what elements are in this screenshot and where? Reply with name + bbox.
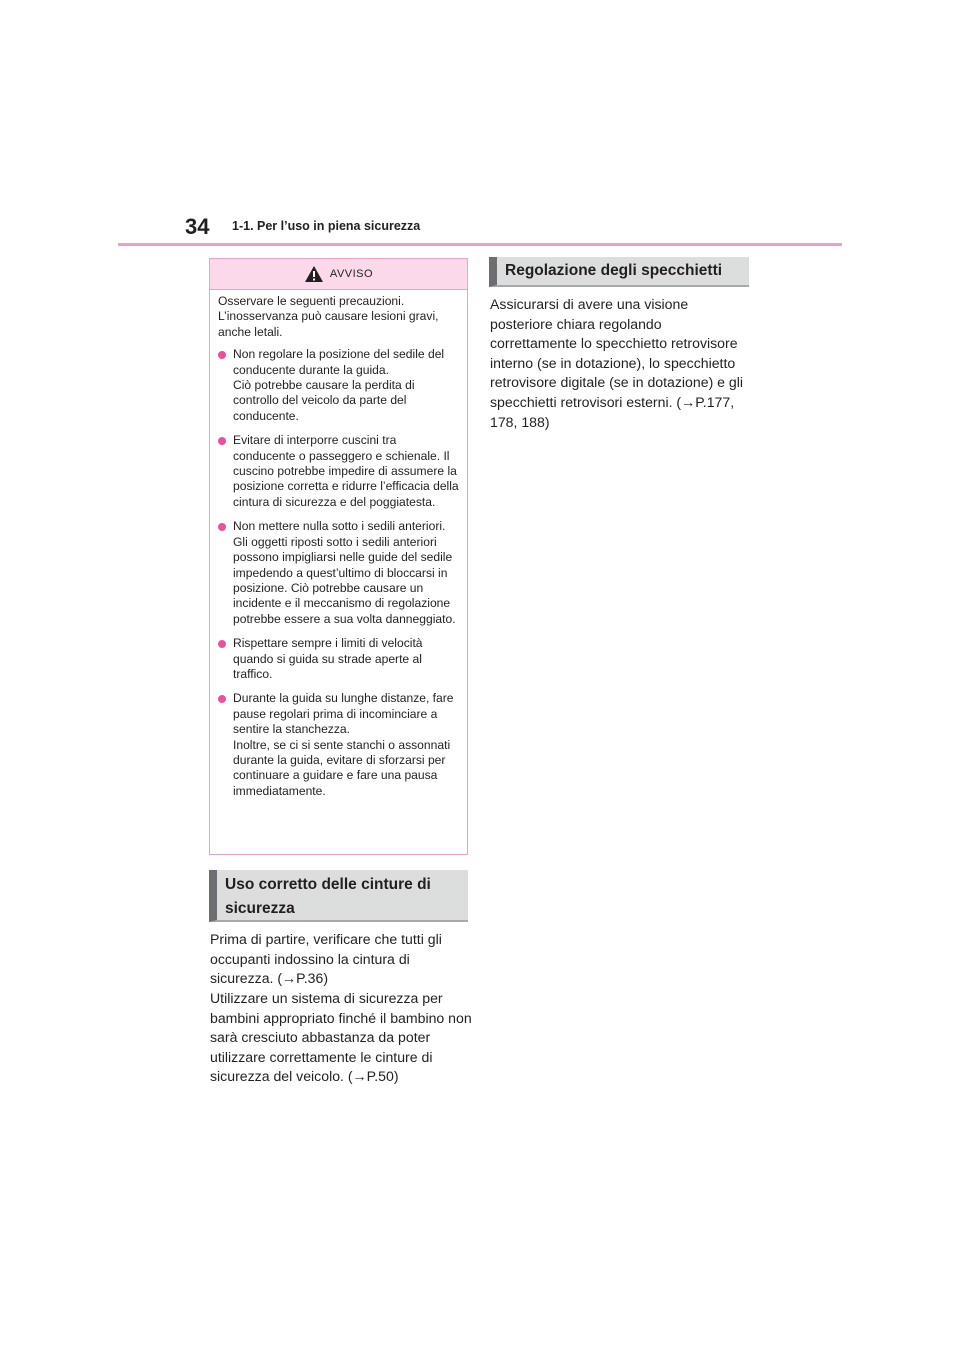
bullet-icon: [218, 695, 226, 703]
warning-item: [218, 433, 459, 510]
warning-box: [209, 258, 468, 855]
warning-item: [218, 347, 459, 424]
warning-item-main: Evitare di interporre cuscini tra conducente o passeggero e schienale. Il cuscino potrebbe impedire di assumere la posizione corretta e ridurre l’efficacia della cintura di sicurezza e del poggiatesta.: [233, 433, 459, 509]
warning-item-main: Rispettare sempre i limiti di velocità quando si guida su strade aperte al traffico.: [233, 636, 423, 681]
warning-item: [218, 691, 459, 799]
mirrors-paragraph: Assicurarsi di avere una visione posteriore chiara regolando correttamente lo specchietto retrovisore interno (se in dotazione), lo specchietto retrovisore digitale (se in dotazione) e gli specchietti retrovisori esterni. (→P.177, 178, 188): [490, 296, 744, 430]
warning-header: [210, 259, 467, 290]
warning-triangle-icon: [304, 265, 324, 283]
seatbelt-paragraph: Prima di partire, verificare che tutti gli occupanti indossino la cintura di sicurezza. (→P.36): [210, 931, 442, 987]
warning-item-main: Durante la guida su lunghe distanze, fare pause regolari prima di incominciare a sentire la stanchezza.: [233, 691, 454, 737]
warning-item: [218, 636, 459, 682]
warning-item-text: [233, 519, 459, 627]
seatbelt-heading: Uso corretto delle cinture di sicurezza: [209, 870, 468, 922]
warning-item-text: [233, 691, 459, 799]
warning-item-main: Non regolare la posizione del sedile del conducente durante la guida.: [233, 347, 445, 377]
header-rule: [118, 243, 842, 246]
warning-item-extra: Inoltre, se ci si sente stanchi o assonnati durante la guida, evitare di sforzarsi per continuare a guidare e fare una pausa immediatamente.: [233, 737, 451, 798]
warning-item: [218, 519, 459, 627]
page-number: 34: [185, 214, 210, 239]
section-title: 1-1. Per l’uso in piena sicurezza: [232, 219, 421, 233]
warning-body: [210, 290, 467, 799]
warning-item-text: [233, 636, 459, 682]
bullet-icon: [218, 640, 226, 648]
bullet-icon: [218, 523, 226, 531]
warning-item-main: Non mettere nulla sotto i sedili anteriori. Gli oggetti riposti sotto i sedili anteriori possono impigliarsi nelle guide del sedile impedendo a quest’ultimo di bloccarsi in posizione. Ciò potrebbe causare un incidente e il meccanismo di regolazione potrebbe essere a sua volta danneggiato.: [233, 519, 456, 626]
bullet-icon: [218, 351, 226, 359]
mirrors-heading: Regolazione degli specchietti: [489, 257, 749, 287]
warning-item-text: [233, 347, 459, 424]
warning-item-extra: Ciò potrebbe causare la perdita di controllo del veicolo da parte del conducente.: [233, 378, 415, 423]
warning-intro: Osservare le seguenti precauzioni. L’inosservanza può causare lesioni gravi, anche letali.: [218, 294, 439, 339]
seatbelt-paragraph: Utilizzare un sistema di sicurezza per bambini appropriato finché il bambino non sarà cresciuto abbastanza da poter utilizzare correttamente le cinture di sicurezza del veicolo. (→P.50): [210, 990, 472, 1085]
warning-label: AVVISO: [329, 268, 374, 280]
bullet-icon: [218, 437, 226, 445]
warning-item-text: [233, 433, 459, 510]
